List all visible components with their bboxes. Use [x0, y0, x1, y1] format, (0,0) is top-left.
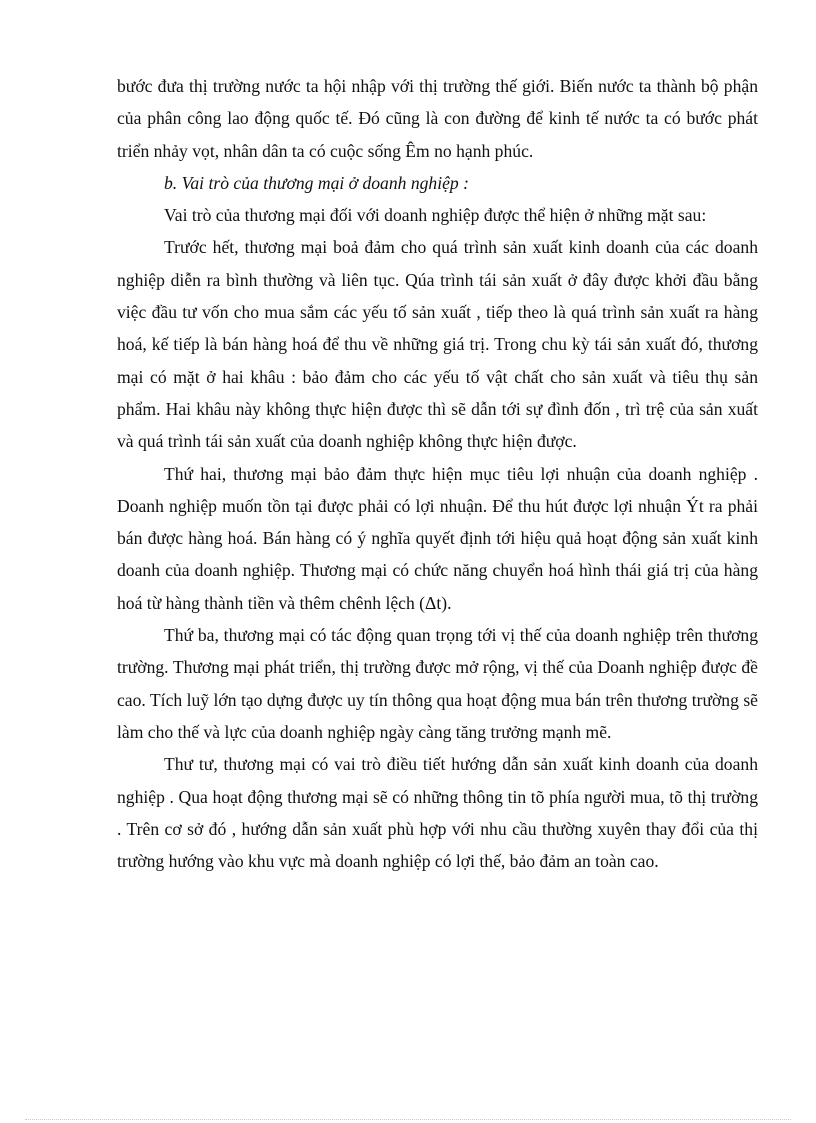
section-heading-b: b. Vai trò của thương mại ở doanh nghiệp :: [164, 172, 469, 193]
paragraph-second-role: Thứ hai, thương mại bảo đảm thực hiện mục tiêu lợi nhuận của doanh nghiệp . Doanh nghiệp muốn tồn tại được phải có lợi nhuận. Để thu hút được lợi nhuận Ýt ra phải bán được hàng hoá. Bán hàng có ý nghĩa quyết định tới hiệu quả hoạt động sản xuất kinh doanh của doanh nghiệp. Thương mại có chức năng chuyển hoá hình thái giá trị của hàng hoá từ hàng thành tiền và thêm chênh lệch (Δt).: [117, 463, 758, 613]
paragraph-continuation: bước đưa thị trường nước ta hội nhập với thị trường thế giới. Biến nước ta thành bộ phận của phân công lao động quốc tế. Đó cũng là con đường để kinh tế nước ta có bước phát triển nhảy vọt, nhân dân ta có cuộc sống Êm no hạnh phúc.: [117, 76, 758, 161]
page-bottom-rule: [25, 1119, 791, 1120]
paragraph-intro: Vai trò của thương mại đối với doanh nghiệp được thể hiện ở những mặt sau:: [164, 205, 707, 226]
paragraph-first-role: Trước hết, thương mại boả đảm cho quá trình sản xuất kinh doanh của các doanh nghiệp diễn ra bình thường và liên tục. Qúa trình tái sản xuất ở đây được khởi đầu bằng việc đầu tư vốn cho mua sắm các yếu tố sản xuất , tiếp theo là quá trình sản xuất ra hàng hoá, kế tiếp là bán hàng hoá để thu về những giá trị. Trong chu kỳ tái sản xuất đó, thương mại có mặt ở hai khâu : bảo đảm cho các yếu tố vật chất cho sản xuất và tiêu thụ sản phẩm. Hai khâu này không thực hiện được thì sẽ dẫn tới sự đình đốn , trì trệ của sản xuất và quá trình tái sản xuất của doanh nghiệp không thực hiện được.: [117, 237, 758, 452]
paragraph-third-role: Thứ ba, thương mại có tác động quan trọng tới vị thế của doanh nghiệp trên thương trường. Thương mại phát triển, thị trường được mở rộng, vị thế của Doanh nghiệp được đề cao. Tích luỹ lớn tạo dựng được uy tín thông qua hoạt động mua bán trên thương trường sẽ làm cho thế và lực của doanh nghiệp ngày càng tăng trưởng mạnh mẽ.: [117, 625, 758, 742]
paragraph-fourth-role: Thư tư, thương mại có vai trò điều tiết hướng dẫn sản xuất kinh doanh của doanh nghiệp . Qua hoạt động thương mại sẽ có những thông tin tõ phía người mua, tõ thị trường . Trên cơ sở đó , hướng dẫn sản xuất phù hợp với nhu cầu thường xuyên thay đổi của thị trường hướng vào khu vực mà doanh nghiệp có lợi thế, bảo đảm an toàn cao.: [117, 754, 758, 872]
document-page: [117, 70, 758, 877]
